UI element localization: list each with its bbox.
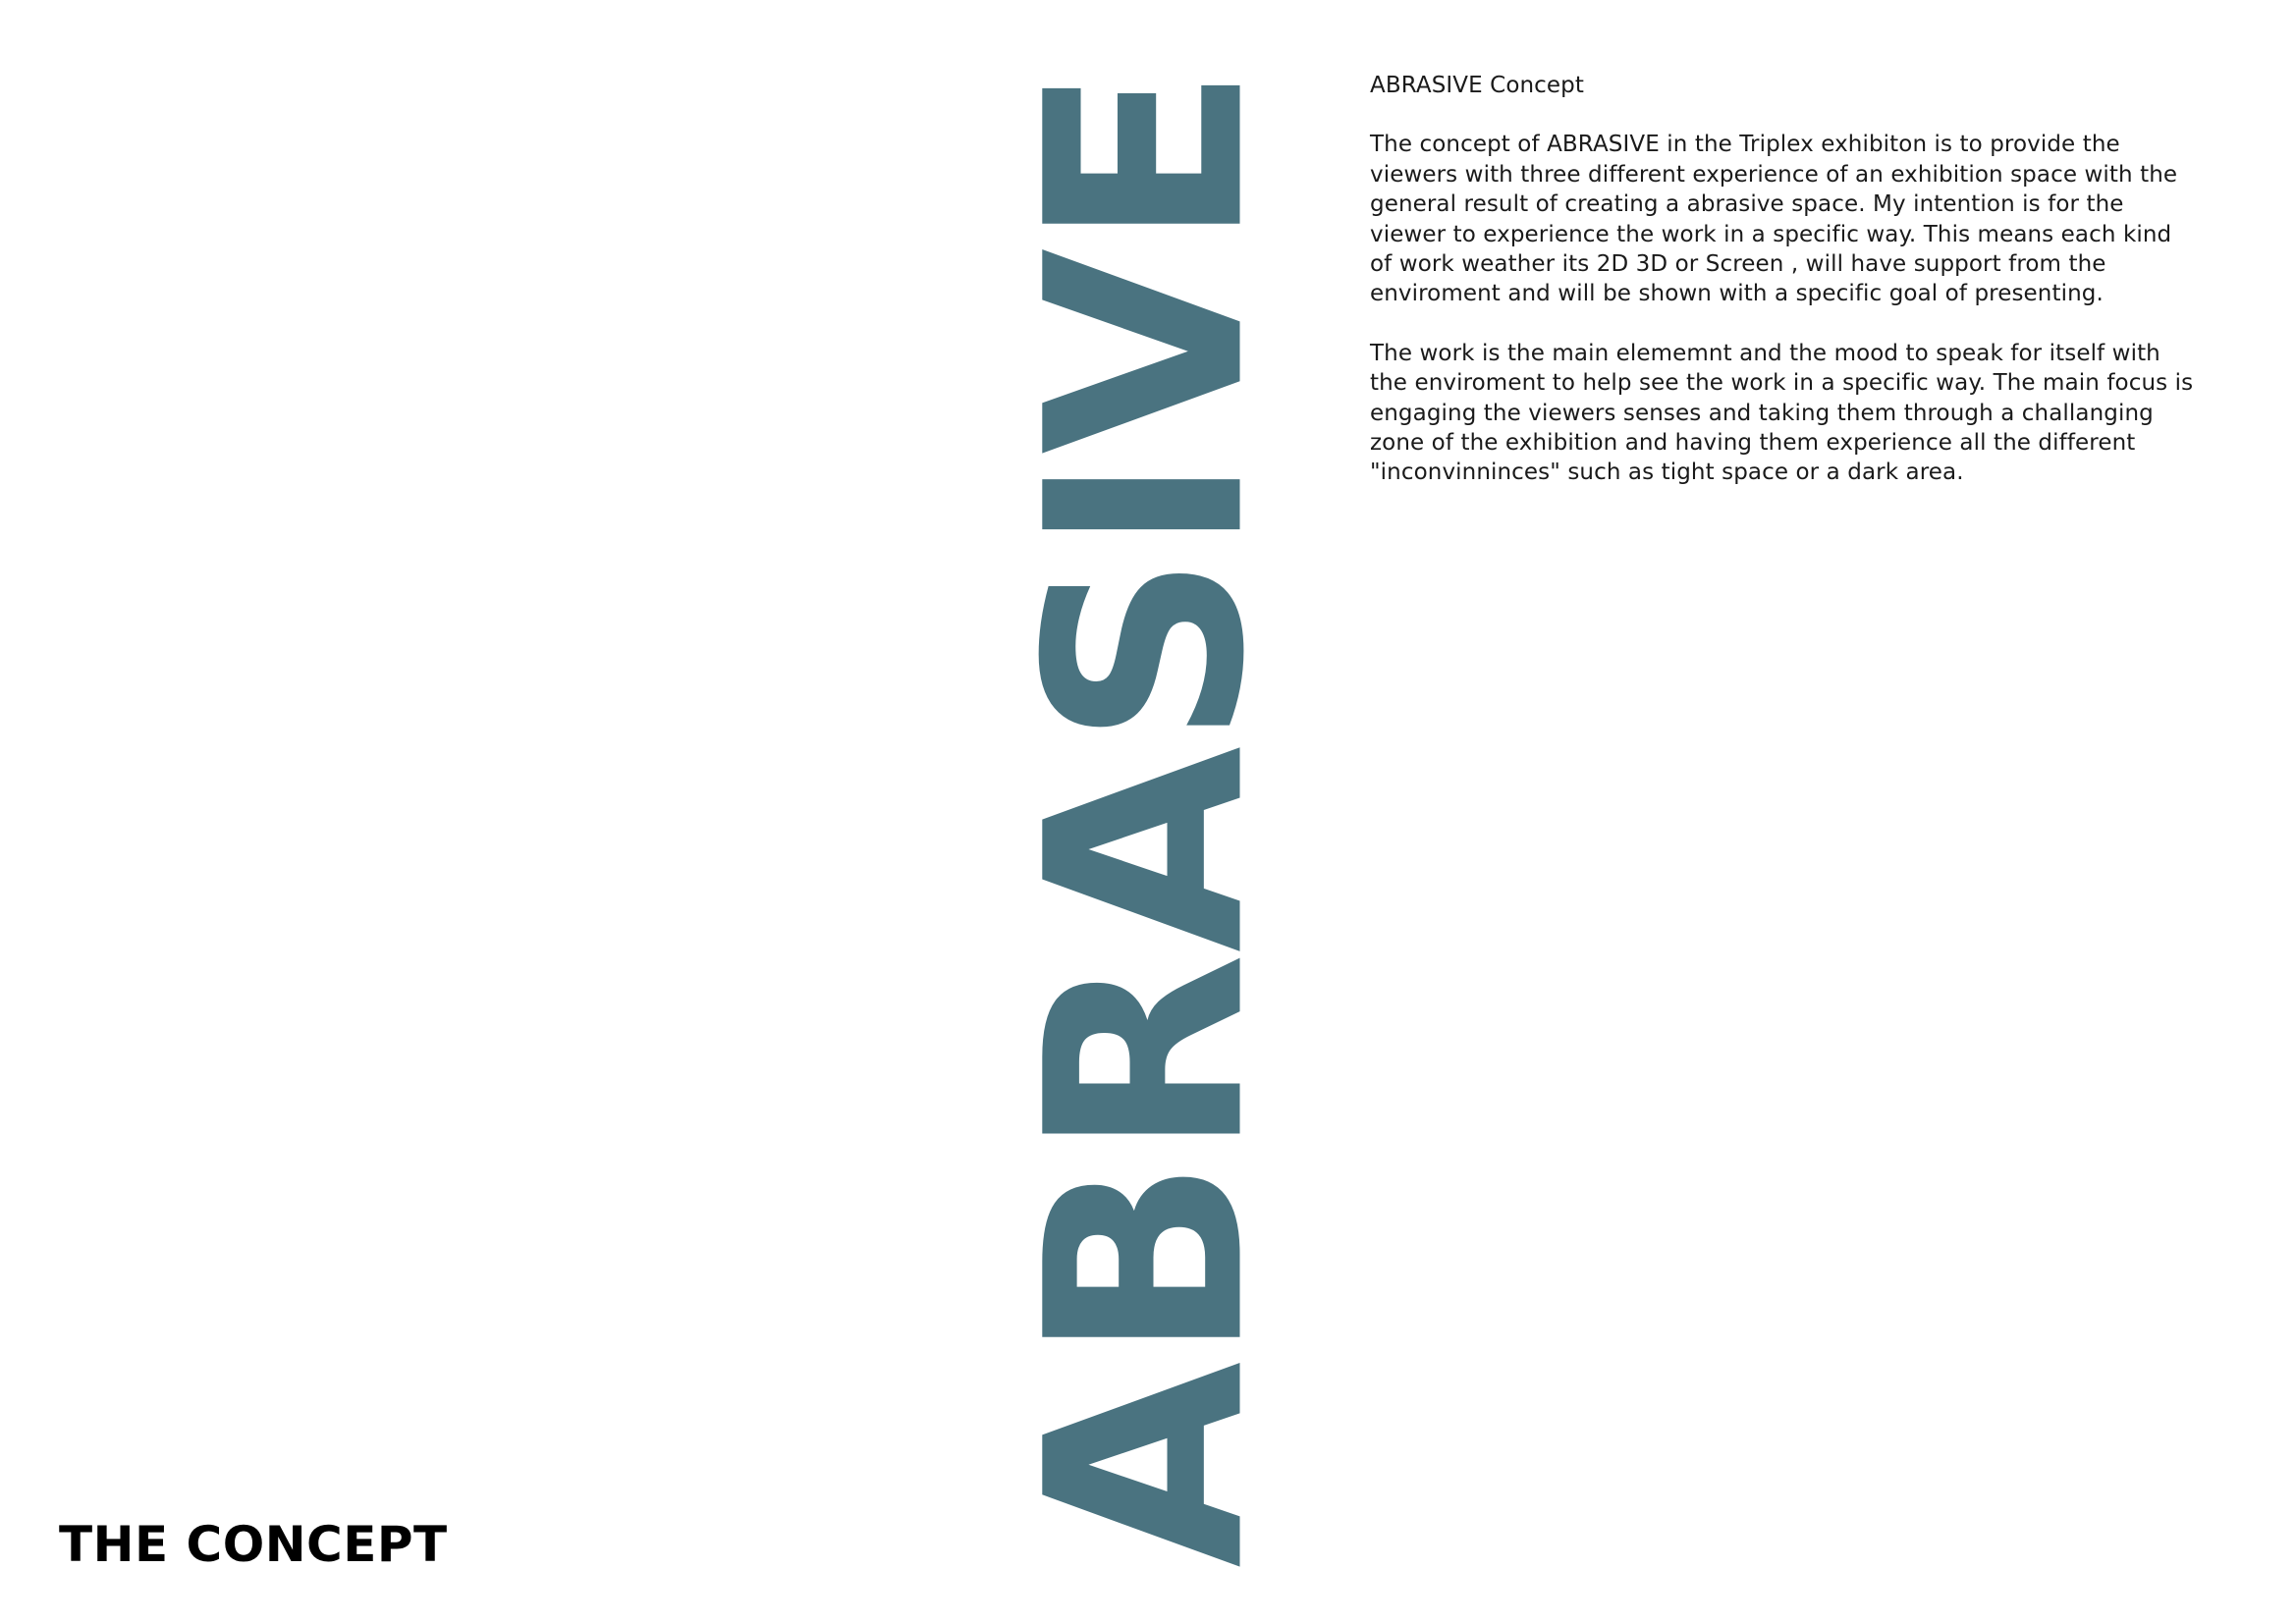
vertical-title-text: ABRASIVE <box>989 42 1305 1568</box>
vertical-title <box>989 42 1305 1573</box>
concept-paragraph-2: The work is the main elememnt and the mood to speak for itself with the enviroment to help see the work in a specific way. The main focus is engaging the viewers senses and taking them through a challanging zone of the exhibition and having them experience all the different "inconvinninces" such as tight space or a dark area. <box>1370 340 2194 486</box>
vertical-title-svg <box>989 42 1305 1573</box>
concept-paragraph-1: The concept of ABRASIVE in the Triplex exhibiton is to provide the viewers with three different experience of an exhibition space with the general result of creating a abrasive space. My intention is for the viewer to experience the work in a specific way. This means each kind of work weather its 2D 3D or Screen , will have support from the enviroment and will be shown with a specific goal of presenting. <box>1370 132 2178 307</box>
concept-text-block <box>1370 71 2195 517</box>
section-label: THE CONCEPT <box>59 1516 448 1573</box>
concept-heading: ABRASIVE Concept <box>1370 73 1584 98</box>
